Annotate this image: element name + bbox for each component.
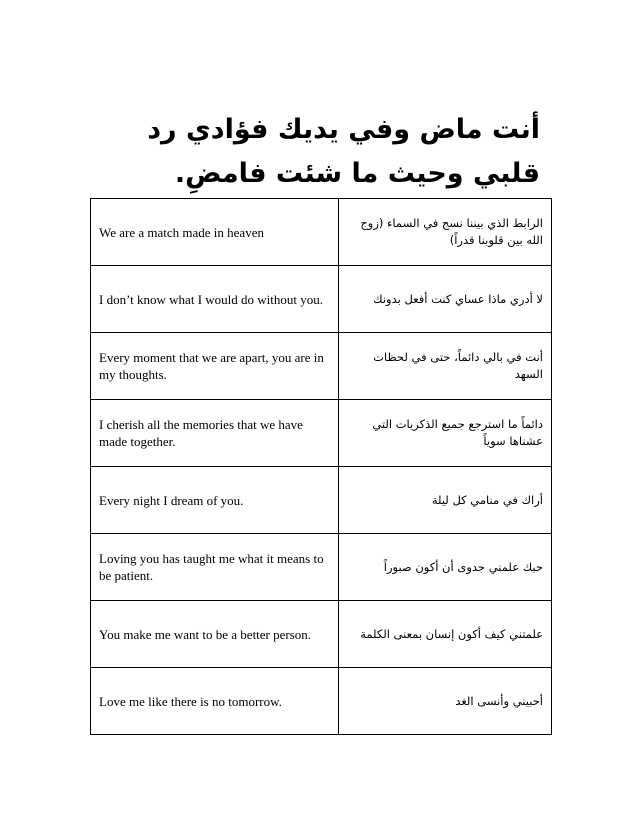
arabic-phrase: علمتني كيف أكون إنسان بمعنى الكلمة [339, 601, 552, 668]
english-phrase: You make me want to be a better person. [91, 601, 339, 668]
english-phrase: I cherish all the memories that we have made together. [91, 400, 339, 467]
table-row [91, 333, 552, 400]
table-row [91, 534, 552, 601]
english-phrase: Love me like there is no tomorrow. [91, 668, 339, 735]
table-row [91, 601, 552, 668]
arabic-phrase: الرابط الذي بيننا نسج في السماء (زوج الله بين قلوبنا قدراً) [339, 199, 552, 266]
arabic-phrase: أحبيني وأنسى الغد [339, 668, 552, 735]
table-row [91, 400, 552, 467]
table-row [91, 668, 552, 735]
table-row [91, 199, 552, 266]
arabic-phrase: أنت في بالي دائماً، حتى في لحظات السهد [339, 333, 552, 400]
english-phrase: Every night I dream of you. [91, 467, 339, 534]
arabic-phrase: دائماً ما استرجع جميع الذكريات التي عشناها سوياً [339, 400, 552, 467]
table-row [91, 467, 552, 534]
arabic-phrase: حبك علمني جدوى أن أكون صبوراً [339, 534, 552, 601]
english-phrase: I don’t know what I would do without you. [91, 266, 339, 333]
arabic-phrase: أراك في منامي كل ليلة [339, 467, 552, 534]
english-phrase: Every moment that we are apart, you are in my thoughts. [91, 333, 339, 400]
arabic-phrase: لا أدري ماذا عساي كنت أفعل بدونك [339, 266, 552, 333]
phrase-table [90, 198, 552, 735]
english-phrase: We are a match made in heaven [91, 199, 339, 266]
page-title: أنت ماض وفي يديك فؤادي رد قلبي وحيث ما شئت فامضِ. [147, 114, 540, 189]
english-phrase: Loving you has taught me what it means to be patient. [91, 534, 339, 601]
table-row [91, 266, 552, 333]
